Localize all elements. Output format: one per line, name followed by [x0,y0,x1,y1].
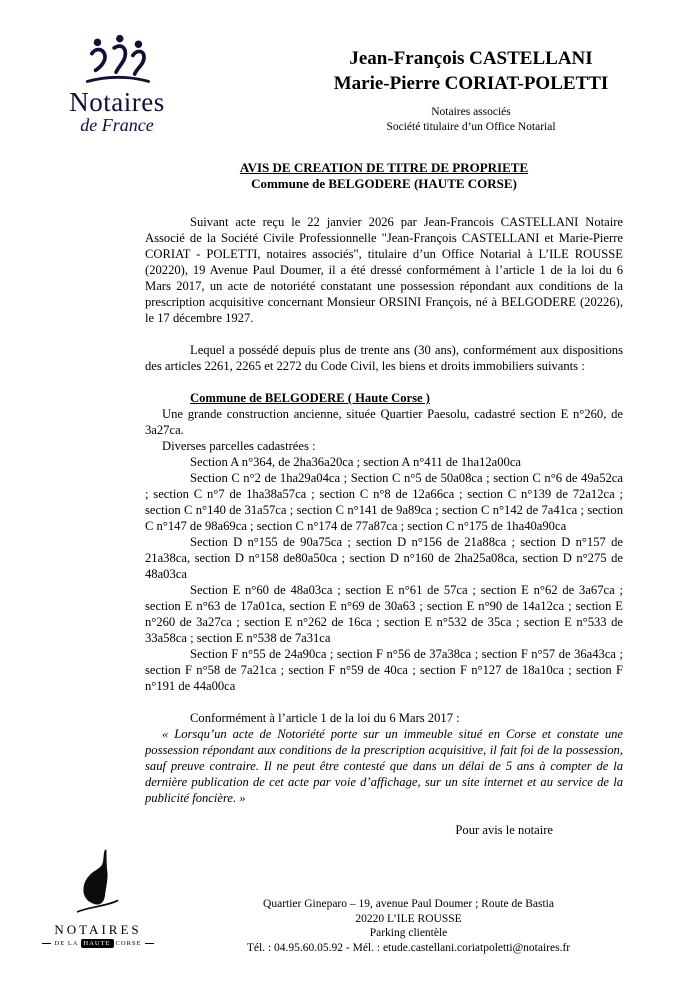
corsica-silhouette-icon [40,848,156,916]
paragraph-parcelles: Diverses parcelles cadastrées : [162,439,316,453]
corse-sub-corse: CORSE [115,940,142,947]
title-line-2: Commune de BELGODERE (HAUTE CORSE) [251,176,517,191]
paragraph-conformement: Conformément à l’article 1 de la loi du 6 Mars 2017 : [190,711,460,725]
notary-names-block [318,46,624,135]
section-c-list: Section C n°2 de 1ha29a04ca ; Section C n°5 de 50a08ca ; section C n°6 de 49a52ca ; section C n°7 de 1ha38a57ca ; section C n°8 de 12a66ca ; section C n°139 de 72a12ca ; section C n°140 de 31a57ca ; section C n°141 de 9a89ca ; section C n°142 de 7a41ca ; section C n°147 de 98a69ca ; section C n°174 de 77a87ca ; section C n°175 de 1ha40a90ca [145,471,623,533]
document-body [145,214,623,838]
legal-quote: « Lorsqu’un acte de Notoriété porte sur un immeuble situé en Corse et constate une possession répondant aux conditions de la prescription acquisitive, il fait foi de la possession, sauf preuve contraire. Il ne peut être contesté que dans un délai de 5 ans à compter de la dernière publication de cet acte par voie d’affichage, sur un site internet et au service de la publicité foncière. » [145,727,623,805]
corse-logo-subtitle [40,939,156,948]
logo-france-subtitle: de France [80,115,154,135]
notary-name-1: Jean-François CASTELLANI [349,48,593,69]
notaires-de-france-logo [50,34,184,135]
section-f-list: Section F n°55 de 24a90ca ; section F n°56 de 37a38ca ; section F n°57 de 36a43ca ; section F n°58 de 7a21ca ; section F n°59 de 40ca ; section F n°127 de 18a10ca ; section F n°191 de 44a00ca [145,647,623,693]
address-line-2: 20220 L’ILE ROUSSE [355,912,462,925]
corse-logo-wordmark: NOTAIRES [54,922,142,937]
section-d-list: Section D n°155 de 90a75ca ; section D n°156 de 21a88ca ; section D n°157 de 21a38ca, section D n°158 de80a50ca ; section D n°160 de 2ha25a08ca, section D n°275 de 48a03ca [145,535,623,581]
paragraph-acte: Suivant acte reçu le 22 janvier 2026 par Jean-Francois CASTELLANI Notaire Associé de la Société Civile Professionnelle "Jean-François CASTELLANI et Marie-Pierre CORIAT - POLETTI, notaires associés", titulaire d’un Office Notarial à L’ILE ROUSSE (20220), 19 Avenue Paul Doumer, il a été dressé conformément à l’article 1 de la loi du 6 Mars 2017, un acte de notoriété constatant une possession répondant aux conditions de la prescription acquisitive concernant Monsieur ORSINI François, né à BELGODERE (20226), le 17 décembre 1927. [145,215,623,325]
commune-heading: Commune de BELGODERE ( Haute Corse ) [190,391,430,405]
notary-name-2: Marie-Pierre CORIAT-POLETTI [333,73,609,94]
document-title [145,160,623,192]
address-line-1: Quartier Gineparo – 19, avenue Paul Doumer ; Route de Bastia [263,898,554,910]
address-line-3: Parking clientèle [369,927,448,939]
notaires-figures-icon [50,34,184,88]
paragraph-construction: Une grande construction ancienne, située Quartier Paesolu, cadastré section E n°260, de 3a27ca. [145,407,623,437]
section-a-list: Section A n°364, de 2ha36a20ca ; section A n°411 de 1ha12a00ca [190,455,522,469]
paragraph-possession: Lequel a possédé depuis plus de trente ans (30 ans), conformément aux dispositions des articles 2261, 2265 et 2272 du Code Civil, les biens et droits immobiliers suivants : [145,343,623,373]
title-line-1: AVIS DE CREATION DE TITRE DE PROPRIETE [239,160,529,175]
logo-france-wordmark: Notaires [69,87,165,117]
corse-sub-haute-badge: HAUTE [81,939,114,948]
office-address-block [145,897,672,955]
section-e-list: Section E n°60 de 48a03ca ; section E n°61 de 57ca ; section E n°62 de 3a67ca ; section E n°63 de 17a01ca, section E n°69 de 30a63 ; section E n°90 de 14a12ca ; section E n°260 de 3a27ca ; section E n°262 de 16ca ; section E n°532 de 35ca ; section E n°533 de 33a58ca ; section E n°538 de 7a31ca [145,583,623,645]
corse-sub-dela: DE LA [54,940,79,947]
notaries-associes-label: Notaires associés [431,106,511,118]
address-line-4: Tél. : 04.95.60.05.92 - Mél. : etude.castellani.coriatpoletti@notaires.fr [246,941,571,954]
notaires-haute-corse-logo [40,848,156,948]
societe-titulaire-label: Société titulaire d’un Office Notarial [386,121,556,133]
signature-line: Pour avis le notaire [455,823,553,837]
